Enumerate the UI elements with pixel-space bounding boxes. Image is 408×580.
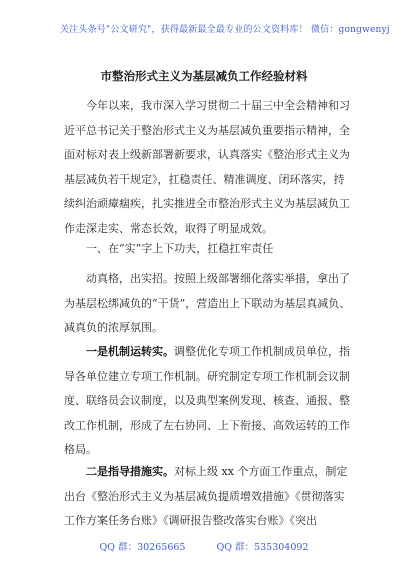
paragraph-lead: 二是指导措施实。 (86, 465, 174, 478)
footer-qq-group-1: QQ 群：30265665 (99, 542, 186, 553)
paragraph-mechanism (64, 340, 354, 463)
paragraph-body: 对标上级 xx 个方面工作重点，制定出台《整治形式主义为基层减负提质增效措施》《贯彻落实工作方案任务台账》《调研报告整改落实台账》《突出 (64, 465, 348, 528)
section-heading (64, 237, 354, 262)
footer-qq-group-2: QQ 群：535304092 (216, 542, 309, 553)
header-note: 关注头条号"公文研究"，获得最新最全最专业的公文资料库！ 微信：gongwenyj (60, 25, 390, 35)
paragraph-intro (64, 94, 354, 242)
paragraph-text: 今年以来，我市深入学习贯彻二十届三中全会精神和习近平总书记关于整治形式主义为基层减负重要指示精神，全面对标对表上级新部署新要求，认真落实《整治形式主义为基层减负若干规定》，扛稳责任、精准调度、闭环落实，持续纠治顽瘴痼疾，扎实推进全市整治形式主义为基层减负工作走深走实、常态长效，取得了明显成效。 (64, 99, 350, 235)
paragraph-section-intro (64, 267, 354, 341)
paragraph-guidance (64, 460, 354, 534)
section-heading-text: 一、在“实”字上下功夫，扛稳扛牢责任 (86, 242, 274, 255)
paragraph-body: 调整优化专项工作机制成员单位，指导各单位建立专项工作机制。研究制定专项工作机制会议制度、联络员会议制度，以及典型案例发现、核查、通报、整改工作机制，形成了左右协同、上下衔接、高效运转的工作格局。 (64, 345, 350, 457)
paragraph-lead: 一是机制运转实。 (86, 345, 174, 358)
paragraph-text (64, 460, 354, 534)
paragraph-text (64, 340, 354, 463)
document-title: 市整治形式主义为基层减负工作经验材料 (100, 69, 308, 83)
footer (0, 539, 408, 553)
paragraph-text: 动真格，出实招。按照上级部署细化落实举措，拿出了为基层松绑减负的“干货”，营造出上下联动为基层真减负、减真负的浓厚氛围。 (64, 272, 351, 335)
